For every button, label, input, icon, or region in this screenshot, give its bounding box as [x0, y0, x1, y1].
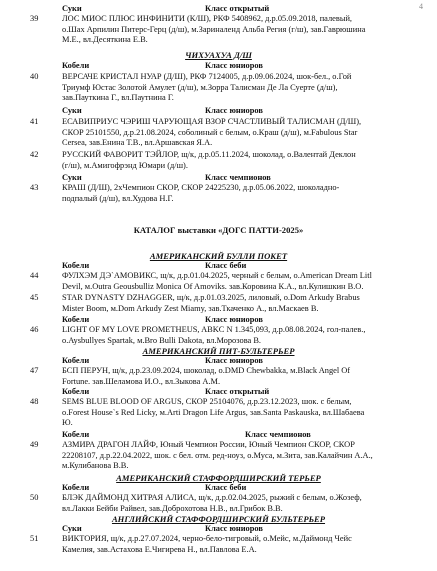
- entry-text: [62, 534, 424, 555]
- entry-text: [62, 72, 424, 104]
- entry-line: Cersea, зав.Енина Т.В., вл.Аршавская Я.А.: [62, 138, 213, 148]
- sex-label: Кобели: [62, 61, 90, 70]
- entry-line: вл.Лакки Бейби Райвел, зав.Доброхотова Н.В., вл.Грибок В.В.: [62, 503, 283, 513]
- sex-label: Кобели: [62, 261, 90, 270]
- entry-line: STAR DYNASTY DZHAGGER, щ/к, д.р.01.03.2025, лиловый, о.Dom Arkudy Brabus: [62, 293, 360, 302]
- entry-line: (г/ш), м.Амигофрэнд Юмари (д/ш).: [62, 160, 188, 170]
- entry-number: 47: [30, 366, 39, 375]
- sex-label: Кобели: [62, 430, 90, 439]
- entry-number: 43: [30, 183, 39, 192]
- entry-line: LIGHT OF MY LOVE PROMETHEUS, ABKC N 1.345,093, д.р.08.08.2024, гол-палев.,: [62, 325, 366, 334]
- entry-line: подпалый (д/ш), вл.Худова Н.Г.: [62, 193, 174, 203]
- entry-line: М.Е., вл.Десяткина Е.В.: [62, 35, 148, 45]
- class-label: Класс юниоров: [205, 356, 263, 365]
- entry-line: зав.Пауткина Г., вл.Паутнина Г.: [62, 93, 174, 103]
- entry-line: ВЕРСАЧЕ КРИСТАЛ НУАР (Д/Ш), РКФ 7124005, д.р.09.06.2024, шок-бел., о.Гой: [62, 72, 352, 81]
- entry-number: 42: [30, 150, 39, 159]
- entry-line: Fortune. зав.Шеламова И.О., вл.Зыкова А.М.: [62, 376, 221, 386]
- entry-text: [62, 440, 424, 472]
- breed-heading: АМЕРИКАНСКИЙ СТАФФОРДШИРСКИЙ ТЕРЬЕР: [116, 473, 321, 483]
- class-label: Класс юниоров: [205, 315, 263, 324]
- sex-label: Суки: [62, 4, 82, 13]
- entry-number: 51: [30, 534, 39, 543]
- entry-line: ЛОС МИОС ПЛЮС ИНФИНИТИ (К/Ш), РКФ 5408962, д.р.05.09.2018, палевый,: [62, 14, 353, 23]
- entry-line: SEMS BLUE BLOOD OF ARGUS, СКОР 25104076, д.р.23.12.2023, шок. с белым,: [62, 397, 352, 406]
- sex-label: Кобели: [62, 387, 90, 396]
- entry-line: РУССКИЙ ФАВОРИТ ТЭЙЛОР, щ/к, д.р.05.11.2024, шоколад, о.Валентай Деклон: [62, 150, 356, 159]
- entry-line: Mister Boom, м.Dom Arkudy Zest Miamy, зав.Ткаченко А., вл.Маскаев В.: [62, 303, 319, 313]
- breed-heading: АМЕРИКАНСКИЙ БУЛЛИ ПОКЕТ: [149, 251, 288, 261]
- entry-line: Камелия, зав.Астахова Е.Чигирева Н., вл.Павлова Е.А.: [62, 544, 257, 554]
- entry-line: ФУЛХЭМ ДЭ`АМОВИКС, щ/к, д.р.01.04.2025, черный с белым, о.American Dream Litl: [62, 271, 372, 280]
- entry-line: Триумф Юстас Золотой Амулет (д/ш), м.Зорра Талисман Де Ла Суерте (д/ш),: [62, 82, 338, 92]
- class-label: Класс юниоров: [205, 524, 263, 533]
- entry-text: [62, 325, 424, 346]
- entry-number: 40: [30, 72, 39, 81]
- entry-line: КРАШ (Д/Ш), 2хЧемпион СКОР, СКОР 24225230, д.р.05.06.2022, шоколадно-: [62, 183, 340, 192]
- sex-label: Суки: [62, 106, 82, 115]
- class-label: Класс юниоров: [205, 61, 263, 70]
- entry-number: 44: [30, 271, 39, 280]
- class-label: Класс беби: [205, 483, 247, 492]
- entry-line: АЗМИРА ДРАГОН ЛАЙФ, Юный Чемпион России, Юный Чемпион СКОР, СКОР: [62, 440, 355, 449]
- breed-heading: АМЕРИКАНСКИЙ ПИТ-БУЛЬТЕРЬЕР: [142, 346, 295, 356]
- entry-line: ЕСАВИПРИУС ЧЭРИШ ЧАРУЮЩАЯ ВЗОР СЧАСТЛИВЫЙ ТАЛИСМАН (Д/Ш),: [62, 117, 362, 126]
- entry-line: Devil, м.Outra Geousbulliz Monica Of Amoviks. зав.Коровина К.А., вл.Кулишкин В.О.: [62, 281, 364, 291]
- sex-label: Кобели: [62, 483, 90, 492]
- class-label: Класс открытый: [205, 4, 270, 13]
- entry-line: БЛЭК ДАЙМОНД ХИТРАЯ АЛИСА, щ/к, д.р.02.04.2025, рыжий с белым, о.Жозеф,: [62, 493, 362, 502]
- sex-label: Суки: [62, 524, 82, 533]
- entry-text: [62, 366, 424, 387]
- entry-text: [62, 150, 424, 171]
- catalog-title: КАТАЛОГ выставки «ДОГС ПАТТИ-2025»: [133, 225, 304, 235]
- entry-number: 45: [30, 293, 39, 302]
- entry-number: 41: [30, 117, 39, 126]
- entry-line: 22208107, д.р.22.04.2022, шок. с бел. отм. ред-ноуз, о.Муса, м.Зита, зав.Калайчин А.А.,: [62, 450, 373, 460]
- entry-text: [62, 397, 424, 429]
- entry-line: о.Forest House`s Red Licky, м.Arti Dragon Life Argus, зав.Santa Paskauska, вл.Шабаева: [62, 407, 365, 417]
- entry-text: [62, 493, 424, 514]
- class-label: Класс открытый: [205, 387, 270, 396]
- entry-line: ВИКТОРИЯ, щ/к, д.р.27.07.2024, черно-бело-тигровый, о.Мейс, м.Даймонд Чейс: [62, 534, 352, 543]
- class-label: Класс чемпионов: [205, 173, 271, 182]
- entry-number: 39: [30, 14, 39, 23]
- entry-number: 50: [30, 493, 39, 502]
- entry-number: 46: [30, 325, 39, 334]
- entry-line: о.Aysbullyes Spartak, м.Bro Bulli Dakota, вл.Морозова В.: [62, 335, 262, 345]
- entry-line: м.Кулибанова В.В.: [62, 461, 129, 471]
- entry-text: [62, 271, 424, 292]
- class-label: Класс чемпионов: [245, 430, 311, 439]
- entry-text: [62, 183, 424, 204]
- entry-line: Ю.: [62, 418, 73, 428]
- entry-line: о.Шах Арпилин Питерс-Герц (д/ш), м.Зариналенд Альба Регия (г/ш), зав.Гаврюшина: [62, 24, 366, 34]
- entry-line: БСП ПЕРУН, щ/к, д.р.23.09.2024, шоколад, о.DMD Chewbakka, м.Black Angel Of: [62, 366, 351, 375]
- breed-heading: АНГЛИЙСКИЙ СТАФФОРДШИРСКИЙ БУЛЬТЕРЬЕР: [111, 514, 326, 524]
- entry-text: [62, 14, 424, 46]
- entry-number: 48: [30, 397, 39, 406]
- entry-text: [62, 293, 424, 314]
- sex-label: Суки: [62, 173, 82, 182]
- class-label: Класс беби: [205, 261, 247, 270]
- page-number: 4: [419, 2, 423, 11]
- sex-label: Кобели: [62, 315, 90, 324]
- entry-line: СКОР 25101550, д.р.21.08.2024, соболиный с белым, о.Краш (д/ш), м.Fabulous Star: [62, 127, 358, 137]
- class-label: Класс юниоров: [205, 106, 263, 115]
- entry-text: [62, 117, 424, 149]
- sex-label: Кобели: [62, 356, 90, 365]
- breed-heading: ЧИХУАХУА Д/Ш: [185, 50, 252, 60]
- entry-number: 49: [30, 440, 39, 449]
